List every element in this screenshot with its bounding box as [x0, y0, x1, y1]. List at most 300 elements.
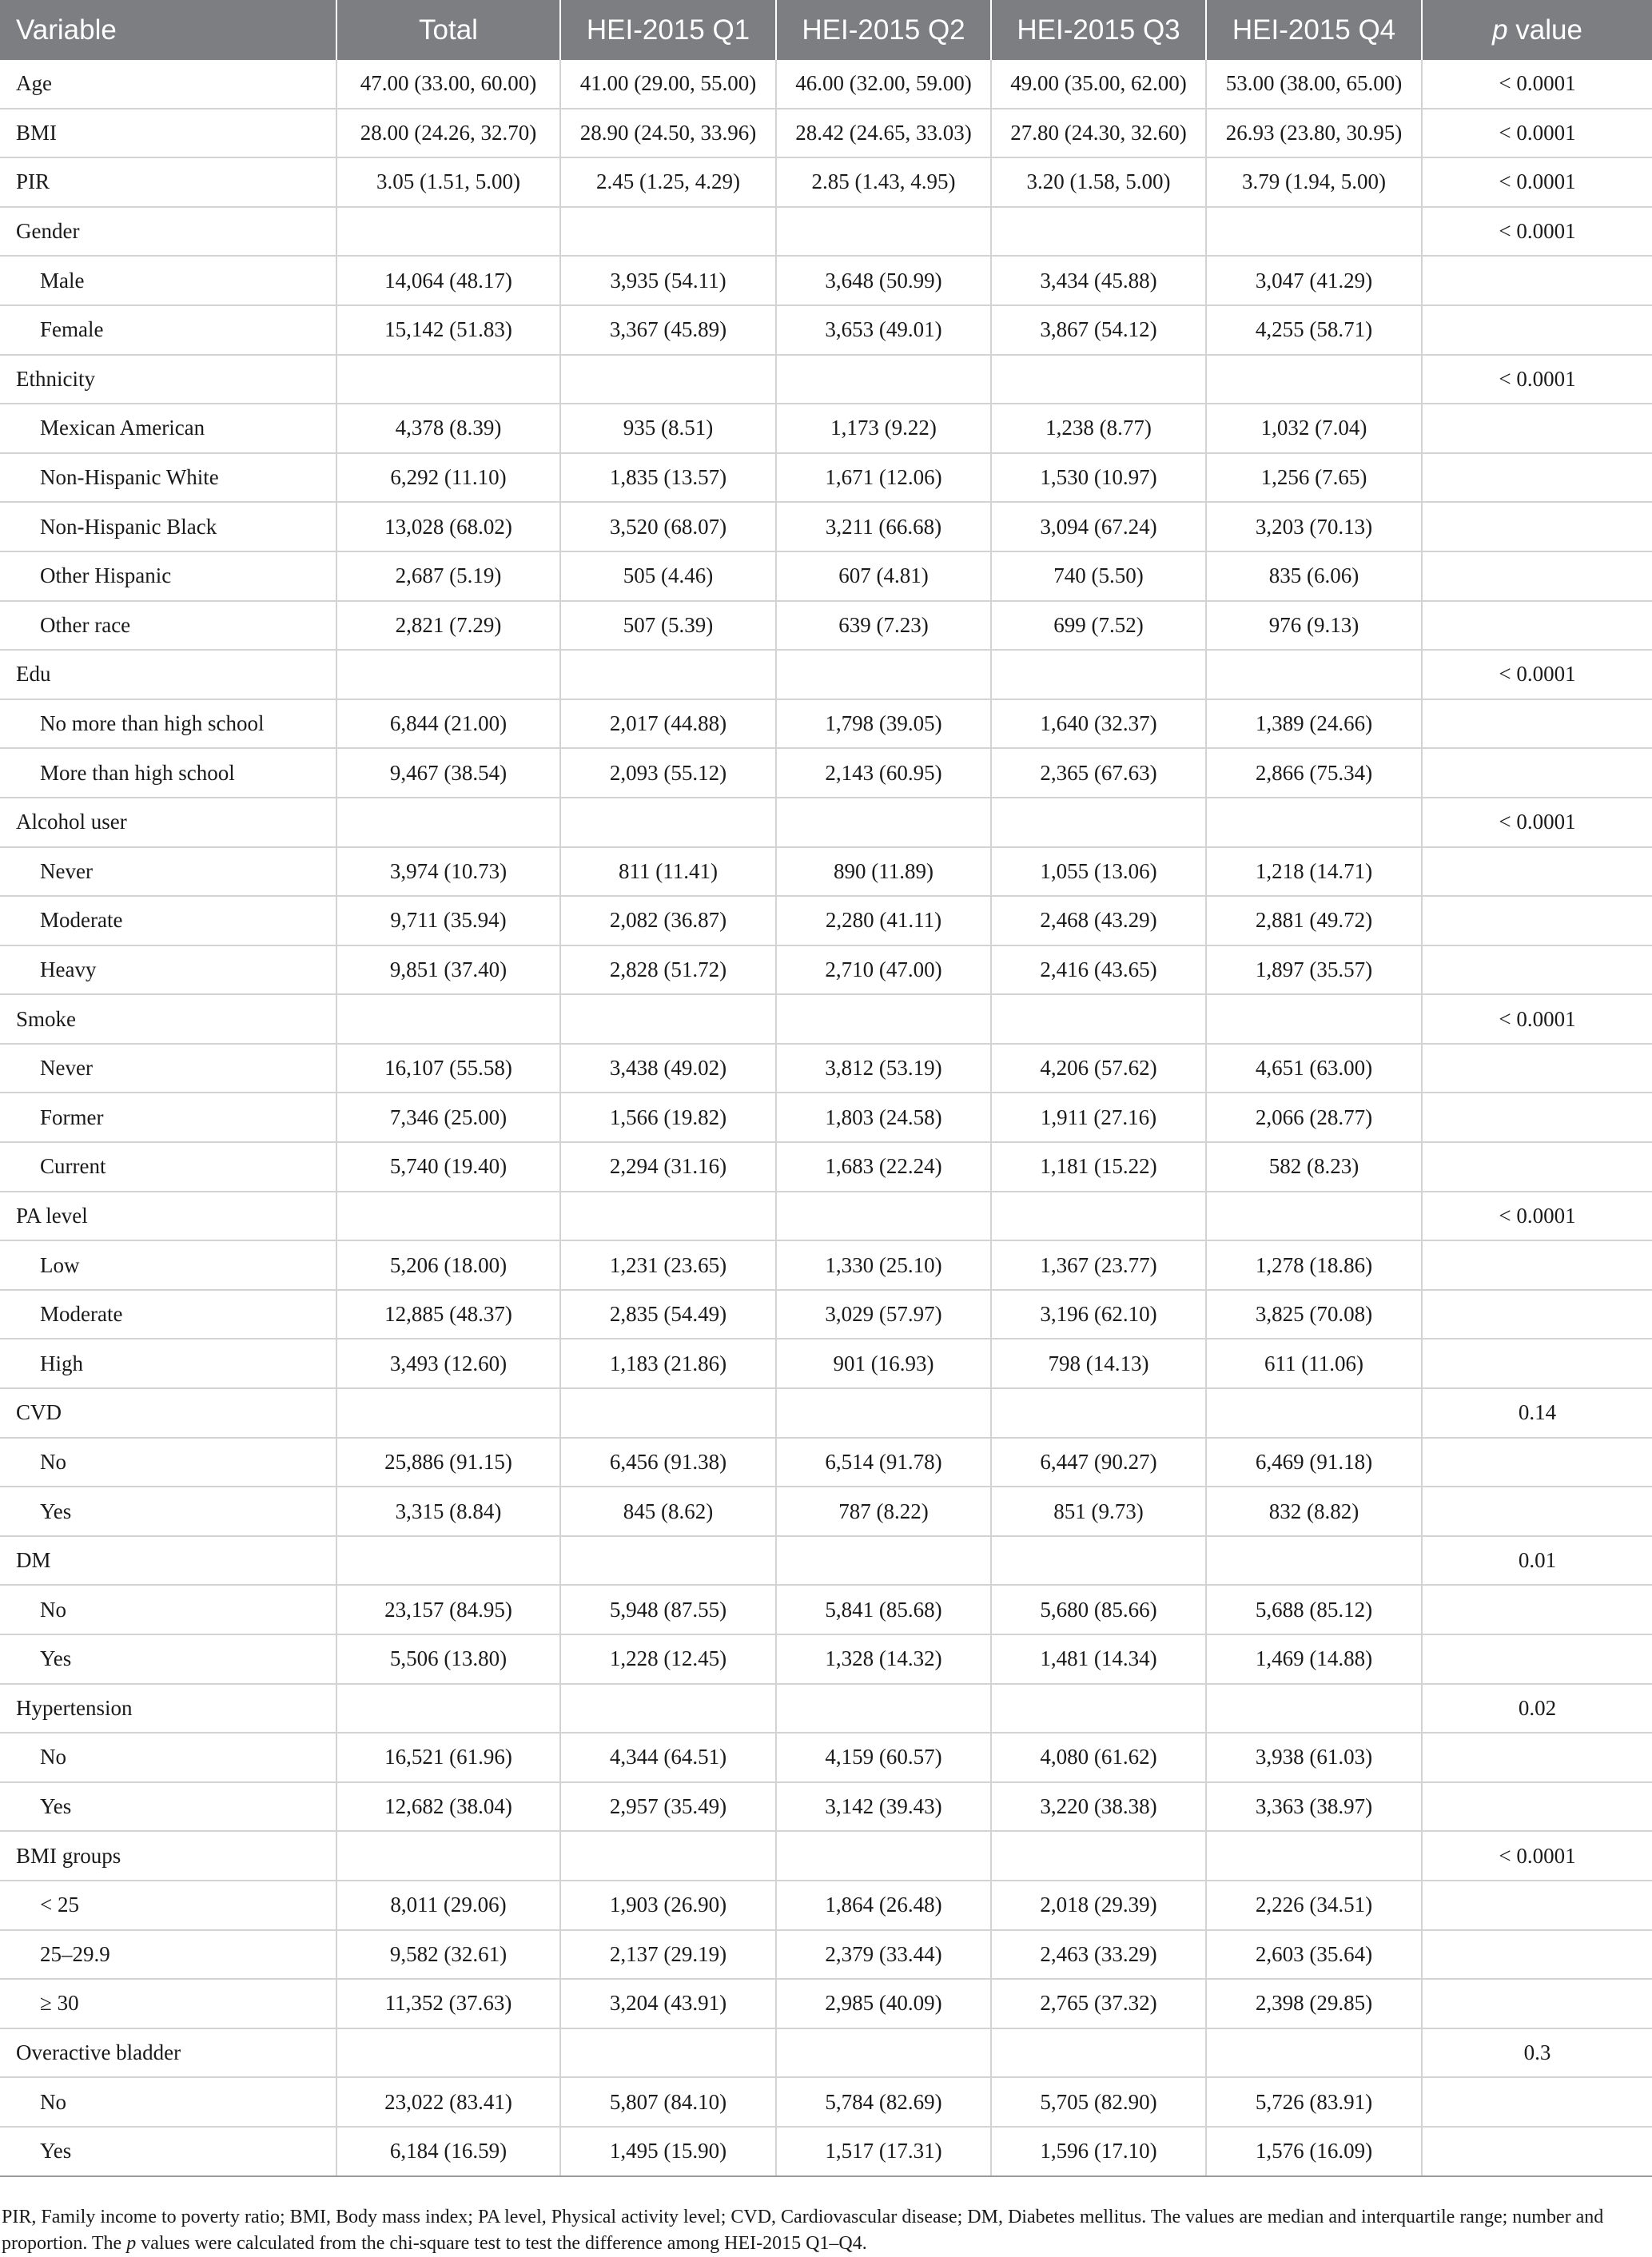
total-cell: 28.00 (24.26, 32.70) [336, 109, 560, 158]
q2-cell: 1,328 (14.32) [776, 1634, 991, 1684]
p-value-cell: < 0.0001 [1422, 355, 1652, 404]
p-value-cell: < 0.0001 [1422, 1192, 1652, 1241]
table-row-subcategory [0, 1339, 1652, 1388]
q1-cell: 1,566 (19.82) [560, 1093, 776, 1142]
q2-cell: 6,514 (91.78) [776, 1438, 991, 1487]
variable-cell: Hypertension [0, 1684, 336, 1734]
q3-cell: 2,416 (43.65) [991, 945, 1206, 995]
table-body [0, 60, 1652, 2176]
table-row-variable [0, 1536, 1652, 1586]
q3-cell: 2,468 (43.29) [991, 896, 1206, 945]
q1-cell [560, 798, 776, 847]
q4-cell: 5,688 (85.12) [1206, 1585, 1422, 1634]
total-cell: 3,974 (10.73) [336, 847, 560, 897]
variable-cell: Yes [0, 1487, 336, 1536]
variable-cell: Female [0, 305, 336, 355]
q4-cell [1206, 650, 1422, 699]
table-row-variable [0, 207, 1652, 257]
p-value-cell [1422, 256, 1652, 305]
q4-cell [1206, 994, 1422, 1044]
q4-cell [1206, 1536, 1422, 1586]
header-variable: Variable [0, 0, 336, 60]
q4-cell: 2,603 (35.64) [1206, 1930, 1422, 1980]
q1-cell: 1,495 (15.90) [560, 2127, 776, 2176]
q1-cell: 6,456 (91.38) [560, 1438, 776, 1487]
p-value-cell [1422, 945, 1652, 995]
total-cell [336, 1684, 560, 1734]
total-cell [336, 798, 560, 847]
table-header [0, 0, 1652, 60]
q3-cell [991, 1192, 1206, 1241]
variable-cell: Heavy [0, 945, 336, 995]
q2-cell [776, 798, 991, 847]
p-value-cell [1422, 699, 1652, 749]
footnote-part2: values were calculated from the chi-square test to test the difference among HEI-2015 Q1–Q4. [136, 2233, 867, 2254]
q2-cell: 1,798 (39.05) [776, 699, 991, 749]
variable-cell: Edu [0, 650, 336, 699]
q1-cell: 4,344 (64.51) [560, 1733, 776, 1782]
q4-cell: 3,203 (70.13) [1206, 502, 1422, 551]
q1-cell: 2,137 (29.19) [560, 1930, 776, 1980]
total-cell: 25,886 (91.15) [336, 1438, 560, 1487]
q2-cell: 46.00 (32.00, 59.00) [776, 60, 991, 109]
table-row-subcategory [0, 1142, 1652, 1192]
total-cell [336, 1831, 560, 1881]
table-row-variable [0, 1684, 1652, 1734]
total-cell [336, 355, 560, 404]
table-row-subcategory [0, 847, 1652, 897]
q4-cell: 1,389 (24.66) [1206, 699, 1422, 749]
table-row-subcategory [0, 1290, 1652, 1339]
variable-cell: Age [0, 60, 336, 109]
table-row-subcategory [0, 945, 1652, 995]
q1-cell [560, 994, 776, 1044]
q4-cell: 4,255 (58.71) [1206, 305, 1422, 355]
q3-cell: 1,481 (14.34) [991, 1634, 1206, 1684]
q4-cell: 582 (8.23) [1206, 1142, 1422, 1192]
p-value-cell: < 0.0001 [1422, 60, 1652, 109]
header-p-rest: value [1507, 14, 1582, 46]
q4-cell [1206, 1192, 1422, 1241]
q1-cell: 2,835 (54.49) [560, 1290, 776, 1339]
total-cell: 8,011 (29.06) [336, 1881, 560, 1930]
p-value-cell [1422, 1339, 1652, 1388]
total-cell: 5,506 (13.80) [336, 1634, 560, 1684]
table-row-subcategory [0, 699, 1652, 749]
table-row-subcategory [0, 1782, 1652, 1832]
q1-cell: 41.00 (29.00, 55.00) [560, 60, 776, 109]
q1-cell: 1,228 (12.45) [560, 1634, 776, 1684]
q1-cell: 2,294 (31.16) [560, 1142, 776, 1192]
variable-cell: No [0, 1438, 336, 1487]
p-value-cell: < 0.0001 [1422, 157, 1652, 207]
q4-cell: 3,825 (70.08) [1206, 1290, 1422, 1339]
variable-cell: Yes [0, 2127, 336, 2176]
q4-cell: 611 (11.06) [1206, 1339, 1422, 1388]
variable-cell: ≥ 30 [0, 1979, 336, 2028]
variable-cell: Overactive bladder [0, 2028, 336, 2078]
q1-cell: 5,807 (84.10) [560, 2077, 776, 2127]
p-value-cell: < 0.0001 [1422, 994, 1652, 1044]
header-q3: HEI-2015 Q3 [991, 0, 1206, 60]
q3-cell: 1,055 (13.06) [991, 847, 1206, 897]
q1-cell: 2,828 (51.72) [560, 945, 776, 995]
table-row-variable [0, 157, 1652, 207]
footnote-part1: PIR, Family income to poverty ratio; BMI, Body mass index; PA level, Physical activity level; CVD, Cardiovascular disease; DM, Diabetes mellitus. The values are median and interquartile range; number and proportion. The [2, 2207, 1604, 2254]
q3-cell: 4,080 (61.62) [991, 1733, 1206, 1782]
q4-cell: 6,469 (91.18) [1206, 1438, 1422, 1487]
q1-cell: 2.45 (1.25, 4.29) [560, 157, 776, 207]
table-row-subcategory [0, 1240, 1652, 1290]
total-cell: 23,157 (84.95) [336, 1585, 560, 1634]
total-cell [336, 994, 560, 1044]
q4-cell: 2,066 (28.77) [1206, 1093, 1422, 1142]
q1-cell: 2,093 (55.12) [560, 748, 776, 798]
p-value-cell [1422, 1438, 1652, 1487]
q4-cell: 1,576 (16.09) [1206, 2127, 1422, 2176]
q2-cell [776, 1388, 991, 1438]
q2-cell: 1,683 (22.24) [776, 1142, 991, 1192]
table-row-variable [0, 1388, 1652, 1438]
q2-cell: 890 (11.89) [776, 847, 991, 897]
variable-cell: Never [0, 847, 336, 897]
total-cell [336, 1388, 560, 1438]
q4-cell: 1,897 (35.57) [1206, 945, 1422, 995]
total-cell: 5,740 (19.40) [336, 1142, 560, 1192]
table-row-subcategory [0, 1979, 1652, 2028]
table-row-variable [0, 994, 1652, 1044]
q1-cell [560, 355, 776, 404]
total-cell [336, 2028, 560, 2078]
p-value-cell [1422, 1093, 1652, 1142]
p-value-cell [1422, 1634, 1652, 1684]
q4-cell: 976 (9.13) [1206, 601, 1422, 651]
q4-cell: 4,651 (63.00) [1206, 1044, 1422, 1093]
q2-cell [776, 1192, 991, 1241]
q4-cell [1206, 207, 1422, 257]
table-row-subcategory [0, 1438, 1652, 1487]
q1-cell: 3,520 (68.07) [560, 502, 776, 551]
p-value-cell [1422, 404, 1652, 453]
table-row-subcategory [0, 896, 1652, 945]
q1-cell: 3,367 (45.89) [560, 305, 776, 355]
total-cell [336, 1536, 560, 1586]
table-row-variable [0, 798, 1652, 847]
q1-cell: 1,835 (13.57) [560, 453, 776, 503]
header-q1: HEI-2015 Q1 [560, 0, 776, 60]
p-value-cell [1422, 1044, 1652, 1093]
p-value-cell [1422, 748, 1652, 798]
total-cell: 9,851 (37.40) [336, 945, 560, 995]
q2-cell: 3,648 (50.99) [776, 256, 991, 305]
variable-cell: No [0, 1585, 336, 1634]
q1-cell [560, 1536, 776, 1586]
q1-cell: 3,204 (43.91) [560, 1979, 776, 2028]
p-value-cell [1422, 1487, 1652, 1536]
total-cell: 4,378 (8.39) [336, 404, 560, 453]
q1-cell: 28.90 (24.50, 33.96) [560, 109, 776, 158]
q4-cell: 1,256 (7.65) [1206, 453, 1422, 503]
p-value-cell: < 0.0001 [1422, 650, 1652, 699]
q2-cell: 3,029 (57.97) [776, 1290, 991, 1339]
q2-cell: 2.85 (1.43, 4.95) [776, 157, 991, 207]
q1-cell: 935 (8.51) [560, 404, 776, 453]
q4-cell [1206, 2028, 1422, 2078]
p-value-cell: 0.02 [1422, 1684, 1652, 1734]
total-cell: 14,064 (48.17) [336, 256, 560, 305]
total-cell: 6,184 (16.59) [336, 2127, 560, 2176]
header-p-italic: p [1492, 14, 1508, 46]
variable-cell: Smoke [0, 994, 336, 1044]
q4-cell: 3.79 (1.94, 5.00) [1206, 157, 1422, 207]
variable-cell: BMI groups [0, 1831, 336, 1881]
q2-cell [776, 1536, 991, 1586]
q2-cell [776, 1684, 991, 1734]
table-row-subcategory [0, 1093, 1652, 1142]
q3-cell [991, 1831, 1206, 1881]
q4-cell: 832 (8.82) [1206, 1487, 1422, 1536]
total-cell: 3.05 (1.51, 5.00) [336, 157, 560, 207]
table-row-variable [0, 60, 1652, 109]
q2-cell: 3,653 (49.01) [776, 305, 991, 355]
p-value-cell: 0.3 [1422, 2028, 1652, 2078]
header-total: Total [336, 0, 560, 60]
variable-cell: Mexican American [0, 404, 336, 453]
table-row-subcategory [0, 2127, 1652, 2176]
variable-cell: Male [0, 256, 336, 305]
total-cell: 13,028 (68.02) [336, 502, 560, 551]
q2-cell: 1,671 (12.06) [776, 453, 991, 503]
q1-cell [560, 650, 776, 699]
q4-cell: 3,363 (38.97) [1206, 1782, 1422, 1832]
variable-cell: Current [0, 1142, 336, 1192]
total-cell: 15,142 (51.83) [336, 305, 560, 355]
p-value-cell [1422, 896, 1652, 945]
p-value-cell [1422, 1782, 1652, 1832]
q1-cell: 2,957 (35.49) [560, 1782, 776, 1832]
variable-cell: Yes [0, 1782, 336, 1832]
q4-cell: 3,047 (41.29) [1206, 256, 1422, 305]
total-cell: 11,352 (37.63) [336, 1979, 560, 2028]
total-cell [336, 207, 560, 257]
p-value-cell [1422, 1733, 1652, 1782]
q3-cell [991, 994, 1206, 1044]
q2-cell [776, 650, 991, 699]
q2-cell: 639 (7.23) [776, 601, 991, 651]
q3-cell: 3,196 (62.10) [991, 1290, 1206, 1339]
variable-cell: PIR [0, 157, 336, 207]
table-row-variable [0, 1192, 1652, 1241]
q3-cell: 3,867 (54.12) [991, 305, 1206, 355]
header-row [0, 0, 1652, 60]
q4-cell: 1,218 (14.71) [1206, 847, 1422, 897]
header-q2: HEI-2015 Q2 [776, 0, 991, 60]
q1-cell: 2,082 (36.87) [560, 896, 776, 945]
p-value-cell [1422, 2127, 1652, 2176]
q3-cell: 5,680 (85.66) [991, 1585, 1206, 1634]
variable-cell: High [0, 1339, 336, 1388]
q2-cell: 2,280 (41.11) [776, 896, 991, 945]
table-row-variable [0, 2028, 1652, 2078]
q1-cell: 1,183 (21.86) [560, 1339, 776, 1388]
q3-cell: 699 (7.52) [991, 601, 1206, 651]
q2-cell: 1,330 (25.10) [776, 1240, 991, 1290]
table-row-subcategory [0, 256, 1652, 305]
table-row-subcategory [0, 404, 1652, 453]
p-value-cell [1422, 453, 1652, 503]
variable-cell: < 25 [0, 1881, 336, 1930]
variable-cell: Moderate [0, 896, 336, 945]
q2-cell: 2,143 (60.95) [776, 748, 991, 798]
q2-cell: 2,710 (47.00) [776, 945, 991, 995]
q3-cell: 4,206 (57.62) [991, 1044, 1206, 1093]
variable-cell: DM [0, 1536, 336, 1586]
q3-cell: 1,238 (8.77) [991, 404, 1206, 453]
q1-cell: 845 (8.62) [560, 1487, 776, 1536]
q4-cell [1206, 1831, 1422, 1881]
total-cell: 9,711 (35.94) [336, 896, 560, 945]
header-p-value [1422, 0, 1652, 60]
q1-cell: 811 (11.41) [560, 847, 776, 897]
variable-cell: BMI [0, 109, 336, 158]
q2-cell: 787 (8.22) [776, 1487, 991, 1536]
table-row-variable [0, 650, 1652, 699]
q2-cell: 5,784 (82.69) [776, 2077, 991, 2127]
q1-cell: 505 (4.46) [560, 551, 776, 601]
variable-cell: Yes [0, 1634, 336, 1684]
q1-cell: 5,948 (87.55) [560, 1585, 776, 1634]
q2-cell [776, 2028, 991, 2078]
q2-cell: 2,985 (40.09) [776, 1979, 991, 2028]
p-value-cell: < 0.0001 [1422, 207, 1652, 257]
total-cell: 47.00 (33.00, 60.00) [336, 60, 560, 109]
q2-cell: 607 (4.81) [776, 551, 991, 601]
q2-cell: 1,803 (24.58) [776, 1093, 991, 1142]
q4-cell: 2,398 (29.85) [1206, 1979, 1422, 2028]
total-cell [336, 650, 560, 699]
p-value-cell [1422, 551, 1652, 601]
table-row-subcategory [0, 1585, 1652, 1634]
total-cell: 23,022 (83.41) [336, 2077, 560, 2127]
q3-cell [991, 1684, 1206, 1734]
header-q4: HEI-2015 Q4 [1206, 0, 1422, 60]
q1-cell: 1,903 (26.90) [560, 1881, 776, 1930]
variable-cell: Ethnicity [0, 355, 336, 404]
p-value-cell [1422, 1142, 1652, 1192]
q3-cell [991, 355, 1206, 404]
q2-cell [776, 1831, 991, 1881]
q3-cell: 6,447 (90.27) [991, 1438, 1206, 1487]
q3-cell: 49.00 (35.00, 62.00) [991, 60, 1206, 109]
table-row-variable [0, 355, 1652, 404]
variable-cell: CVD [0, 1388, 336, 1438]
table-row-variable [0, 1831, 1652, 1881]
q1-cell: 2,017 (44.88) [560, 699, 776, 749]
variable-cell: No more than high school [0, 699, 336, 749]
q2-cell [776, 355, 991, 404]
p-value-cell [1422, 502, 1652, 551]
q3-cell: 851 (9.73) [991, 1487, 1206, 1536]
q3-cell: 1,596 (17.10) [991, 2127, 1206, 2176]
q3-cell [991, 798, 1206, 847]
total-cell: 12,885 (48.37) [336, 1290, 560, 1339]
table-row-subcategory [0, 1930, 1652, 1980]
variable-cell: Moderate [0, 1290, 336, 1339]
table-row-subcategory [0, 2077, 1652, 2127]
q3-cell: 2,463 (33.29) [991, 1930, 1206, 1980]
q4-cell: 835 (6.06) [1206, 551, 1422, 601]
table-row-subcategory [0, 453, 1652, 503]
table-row-subcategory [0, 305, 1652, 355]
p-value-cell: < 0.0001 [1422, 1831, 1652, 1881]
q3-cell [991, 650, 1206, 699]
q3-cell: 27.80 (24.30, 32.60) [991, 109, 1206, 158]
variable-cell: Alcohol user [0, 798, 336, 847]
p-value-cell [1422, 2077, 1652, 2127]
table-row-subcategory [0, 551, 1652, 601]
variable-cell: Never [0, 1044, 336, 1093]
q1-cell [560, 2028, 776, 2078]
q1-cell [560, 1684, 776, 1734]
q3-cell: 3,094 (67.24) [991, 502, 1206, 551]
variable-cell: Non-Hispanic White [0, 453, 336, 503]
p-value-cell [1422, 601, 1652, 651]
q1-cell: 3,438 (49.02) [560, 1044, 776, 1093]
q3-cell [991, 2028, 1206, 2078]
p-value-cell [1422, 1979, 1652, 2028]
total-cell: 9,582 (32.61) [336, 1930, 560, 1980]
p-value-cell: 0.14 [1422, 1388, 1652, 1438]
q3-cell: 3.20 (1.58, 5.00) [991, 157, 1206, 207]
footnote-p-italic: p [126, 2233, 137, 2254]
q3-cell: 3,220 (38.38) [991, 1782, 1206, 1832]
table-row-subcategory [0, 1881, 1652, 1930]
p-value-cell [1422, 1930, 1652, 1980]
q2-cell: 901 (16.93) [776, 1339, 991, 1388]
variable-cell: 25–29.9 [0, 1930, 336, 1980]
total-cell [336, 1192, 560, 1241]
variable-cell: More than high school [0, 748, 336, 798]
total-cell: 3,493 (12.60) [336, 1339, 560, 1388]
q4-cell: 2,881 (49.72) [1206, 896, 1422, 945]
table-row-subcategory [0, 1487, 1652, 1536]
table-footnote [0, 2204, 1648, 2257]
table-row-subcategory [0, 1044, 1652, 1093]
variable-cell: Former [0, 1093, 336, 1142]
total-cell: 12,682 (38.04) [336, 1782, 560, 1832]
q3-cell: 5,705 (82.90) [991, 2077, 1206, 2127]
q3-cell: 2,765 (37.32) [991, 1979, 1206, 2028]
p-value-cell [1422, 1881, 1652, 1930]
q4-cell: 3,938 (61.03) [1206, 1733, 1422, 1782]
q1-cell: 3,935 (54.11) [560, 256, 776, 305]
q2-cell: 1,517 (17.31) [776, 2127, 991, 2176]
q2-cell [776, 994, 991, 1044]
p-value-cell: 0.01 [1422, 1536, 1652, 1586]
q2-cell: 1,864 (26.48) [776, 1881, 991, 1930]
q2-cell: 1,173 (9.22) [776, 404, 991, 453]
total-cell: 9,467 (38.54) [336, 748, 560, 798]
total-cell: 16,107 (55.58) [336, 1044, 560, 1093]
p-value-cell [1422, 1290, 1652, 1339]
total-cell: 2,821 (7.29) [336, 601, 560, 651]
p-value-cell [1422, 305, 1652, 355]
table-row-subcategory [0, 748, 1652, 798]
q4-cell [1206, 798, 1422, 847]
p-value-cell: < 0.0001 [1422, 109, 1652, 158]
total-cell: 7,346 (25.00) [336, 1093, 560, 1142]
table-row-subcategory [0, 1733, 1652, 1782]
